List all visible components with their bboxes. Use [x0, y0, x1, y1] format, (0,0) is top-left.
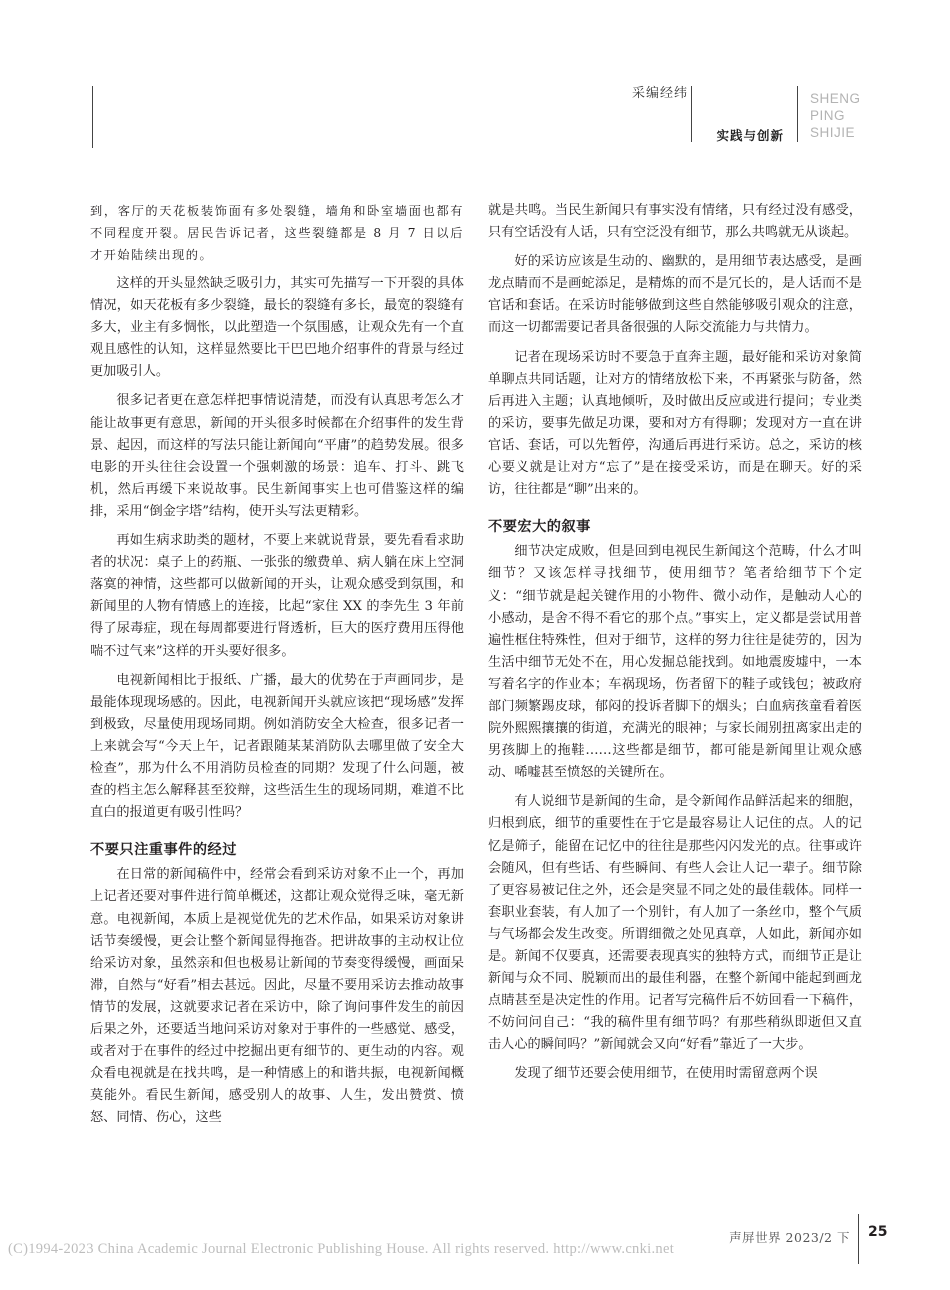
left-column [90, 200, 464, 1136]
paragraph: 记者在现场采访时不要急于直奔主题，最好能和采访对象简单聊点共同话题，让对方的情绪放松下来，不再紧张与防备，然后再进入主题；认真地倾听，及时做出反应或进行提问；专业类的采访，要事先做足功课，要和对方有得聊；发现对方一直在讲官话、套话，可以先暂停，沟通后再进行采访。总之，采访的核心要义就是让对方“忘了”是在接受采访，而是在聊天。好的采访，往往都是“聊”出来的。 [488, 349, 862, 498]
logo-line: PING [810, 108, 846, 123]
paragraph-continued: 就是共鸣。当民生新闻只有事实没有情绪，只有经过没有感受，只有空话没有人话，只有空泛没有细节，那么共鸣就无从谈起。 [488, 203, 862, 241]
paragraph: 在日常的新闻稿件中，经常会看到采访对象不止一个，再加上记者还要对事件进行简单概述，这都让观众觉得乏味，毫无新意。电视新闻，本质上是视觉优先的艺术作品，如果采访对象讲话节奏缓慢，更会让整个新闻显得拖沓。把讲故事的主动权让位给采访对象，虽然亲和但也极易让新闻的节奏变得缓慢，画面呆滞，自然与“好看”相去甚远。因此，尽量不要用采访去推动故事情节的发展，这就要求记者在采访中，除了询问事件发生的前因后果之外，还要适当地问采访对象对于事件的一些感觉、感受，或者对于在事件的经过中挖掘出更有细节的、更生动的内容。观众看电视就是在找共鸣，是一种情感上的和谐共振，电视新闻概莫能外。看民生新闻，感受别人的故事、人生，发出赞赏、愤怒、同情、伤心，这些 [90, 867, 464, 1126]
journal-issue: 声屏世界 2023/2 下 [729, 1230, 850, 1245]
section-heading: 不要只注重事件的经过 [90, 842, 237, 859]
header-rule-mid [691, 86, 692, 142]
paragraph: 细节决定成败，但是回到电视民生新闻这个范畴，什么才叫细节？又该怎样寻找细节，使用细节？笔者给细节下个定义：“细节就是起关键作用的小物件、微小动作，是触动人心的小感动，是舍不得不看它的那个点。”事实上，定义都是尝试用普遍性框住特殊性，但对于细节，这样的努力往往是徒劳的，因为生活中细节无处不在，用心发掘总能找到。如地震废墟中，一本写着名字的作业本；车祸现场，伤者留下的鞋子或钱包；被政府部门频繁踢皮球，郁闷的投诉者脚下的烟头；白血病孩童看着医院外熙熙攘攘的街道，充满光的眼神；与家长闹别扭离家出走的男孩脚上的拖鞋……这些都是细节，都可能是新闻里让观众感动、唏嘘甚至愤怒的关键所在。 [488, 544, 862, 781]
section-title: 采编经纬 [631, 86, 688, 101]
copyright-watermark: (C)1994-2023 China Academic Journal Electronic Publishing House. All rights reserved. http://www.cnki.net [8, 1241, 675, 1257]
header-rule-right [797, 86, 798, 142]
section-heading: 不要宏大的叙事 [488, 519, 591, 536]
paragraph: 有人说细节是新闻的生命，是令新闻作品鲜活起来的细胞，归根到底，细节的重要性在于它是最容易让人记住的点。人的记忆是筛子，能留在记忆中的往往是那些闪闪发光的点。往事或许会随风，但有些话、有些瞬间、有些人会让人记一辈子。细节除了更容易被记住之外，还会是突显不同之处的最佳载体。同样一套职业套装，有人加了一个别针，有人加了一条丝巾，整个气质与气场都会发生改变。所谓细微之处见真章，人如此，新闻亦如是。新闻不仅要真，还需要表现真实的独特方式，而细节正是让新闻与众不同、脱颖而出的最佳利器，在整个新闻中能起到画龙点睛甚至是决定性的作用。记者写完稿件后不妨回看一下稿件，不妨问问自己：“我的稿件里有细节吗？有那些稍纵即逝但又直击人心的瞬间吗？”新闻就会又向“好看”靠近了一大步。 [488, 794, 862, 1053]
paragraph: 这样的开头显然缺乏吸引力，其实可先描写一下开裂的具体情况，如天花板有多少裂缝，最长的裂缝有多长，最宽的裂缝有多大，业主有多惆怅，以此塑造一个氛围感，让观众先有一个直观且感性的认知，这样显然要比干巴巴地介绍事件的背景与经过更加吸引人。 [90, 276, 464, 380]
quote-paragraph: 到，客厅的天花板装饰面有多处裂缝，墙角和卧室墙面也都有不同程度开裂。居民告诉记者，这些裂缝都是 8 月 7 日以后才开始陆续出现的。 [90, 204, 464, 262]
paragraph: 很多记者更在意怎样把事情说清楚，而没有认真思考怎么才能让故事更有意思，新闻的开头很多时候都在介绍事件的发生背景、起因，而这样的写法只能让新闻向“平庸”的趋势发展。很多电影的开头往往会设置一个强刺激的场景：追车、打斗、跳飞机，然后再缓下来说故事。民生新闻事实上也可借鉴这样的编排，采用“倒金字塔”结构，使开头写法更精彩。 [90, 393, 464, 519]
paragraph: 再如生病求助类的题材，不要上来就说背景，要先看看求助者的状况：桌子上的药瓶、一张张的缴费单、病人躺在床上空洞落寞的神情，这些都可以做新闻的开头，让观众感受到氛围，和新闻里的人物有情感上的连接，比起“家住 XX 的李先生 3 年前得了尿毒症，现在每周都要进行肾透析，巨大的医疗费用压得他喘不过气来”这样的开头要好很多。 [90, 533, 464, 659]
right-column [488, 200, 862, 1093]
column-title: 实践与创新 [716, 128, 784, 143]
paragraph: 电视新闻相比于报纸、广播，最大的优势在于声画同步，是最能体现现场感的。因此，电视新闻开头就应该把“现场感”发挥到极致，尽量使用现场同期。例如消防安全大检查，很多记者一上来就会写“今天上午，记者跟随某某消防队去哪里做了安全大检查”，那为什么不用消防员检查的同期？发现了什么问题，被查的档主怎么解释甚至狡辩，这些活生生的现场同期，难道不比直白的报道更有吸引性吗？ [90, 672, 464, 821]
page-number: 25 [868, 1224, 888, 1240]
paragraph: 好的采访应该是生动的、幽默的，是用细节表达感受，是画龙点睛而不是画蛇添足，是精炼的而不是冗长的，是人话而不是官话和套话。在采访时能够做到这些自然能够吸引观众的注意，而这一切都需要记者具备很强的人际交流能力与共情力。 [488, 254, 862, 336]
paragraph: 发现了细节还要会使用细节，在使用时需留意两个误 [514, 1066, 818, 1082]
header-rule-left [92, 86, 93, 148]
journal-logo [810, 90, 880, 141]
logo-line: SHIJIE [810, 125, 856, 140]
logo-line: SHENG [810, 91, 861, 106]
